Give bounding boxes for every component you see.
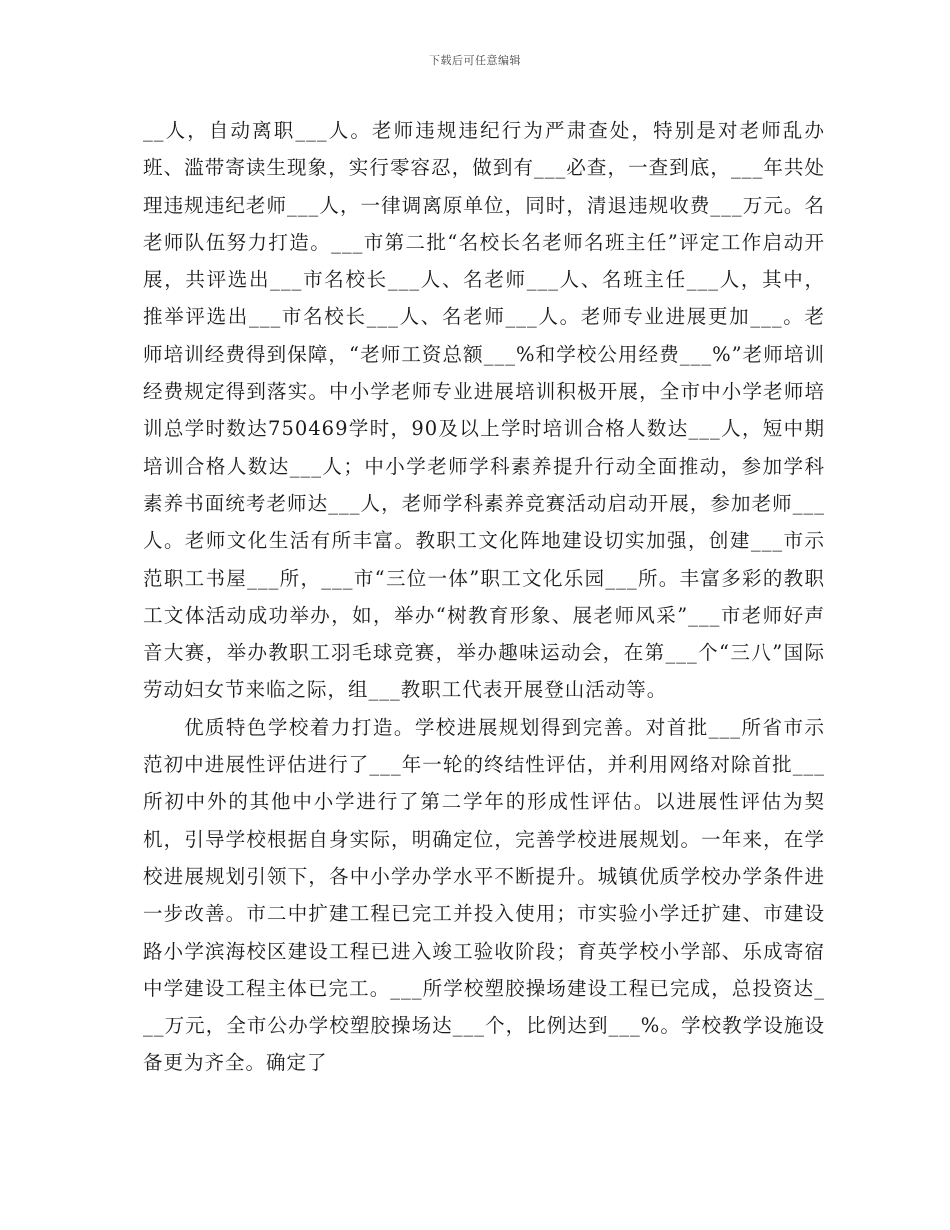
page-header: 下载后可任意编辑 [429, 54, 521, 67]
body-paragraph-2: 优质特色学校着力打造。学校进展规划得到完善。对首批___所省市示范初中进展性评估进行了___年一轮的终结性评估，并利用网络对除首批___所初中外的其他中小学进行了第二学年的形成性评估。以进展性评估为契机，引导学校根据自身实际，明确定位，完善学校进展规划。一年来，在学校进展规划引领下，各中小学办学水平不断提升。城镇优质学校办学条件进一步改善。市二中扩建工程已完工并投入使用；市实验小学迁扩建、市建设路小学滨海校区建设工程已进入竣工验收阶段；育英学校小学部、乐成寄宿中学建设工程主体已完工。___所学校塑胶操场建设工程已完成，总投资达___万元，全市公办学校塑胶操场达___个，比例达到___%。学校教学设施设备更为齐全。确定了 [143, 715, 825, 1075]
document-body [143, 112, 825, 1082]
body-paragraph-1: __人，自动离职___人。老师违规违纪行为严肃查处，特别是对老师乱办班、滥带寄读生现象，实行零容忍，做到有___必查，一查到底，___年共处理违规违纪老师___人，一律调离原单位，同时，清退违规收费___万元。名老师队伍努力打造。___市第二批“名校长名老师名班主任”评定工作启动开展，共评选出___市名校长___人、名老师___人、名班主任___人，其中，推举评选出___市名校长___人、名老师___人。老师专业进展更加___。老师培训经费得到保障，“老师工资总额___%和学校公用经费___%”老师培训经费规定得到落实。中小学老师专业进展培训积极开展，全市中小学老师培训总学时数达750469学时，90及以上学时培训合格人数达___人，短中期培训合格人数达___人；中小学老师学科素养提升行动全面推动，参加学科素养书面统考老师达___人，老师学科素养竞赛活动启动开展，参加老师___人。老师文化生活有所丰富。教职工文化阵地建设切实加强，创建___市示范职工书屋___所，___市“三位一体”职工文化乐园___所。丰富多彩的教职工文体活动成功举办，如，举办“树教育形象、展老师风采”___市老师好声音大赛，举办教职工羽毛球竞赛，举办趣味运动会，在第___个“三八”国际劳动妇女节来临之际，组___教职工代表开展登山活动等。 [143, 119, 825, 702]
